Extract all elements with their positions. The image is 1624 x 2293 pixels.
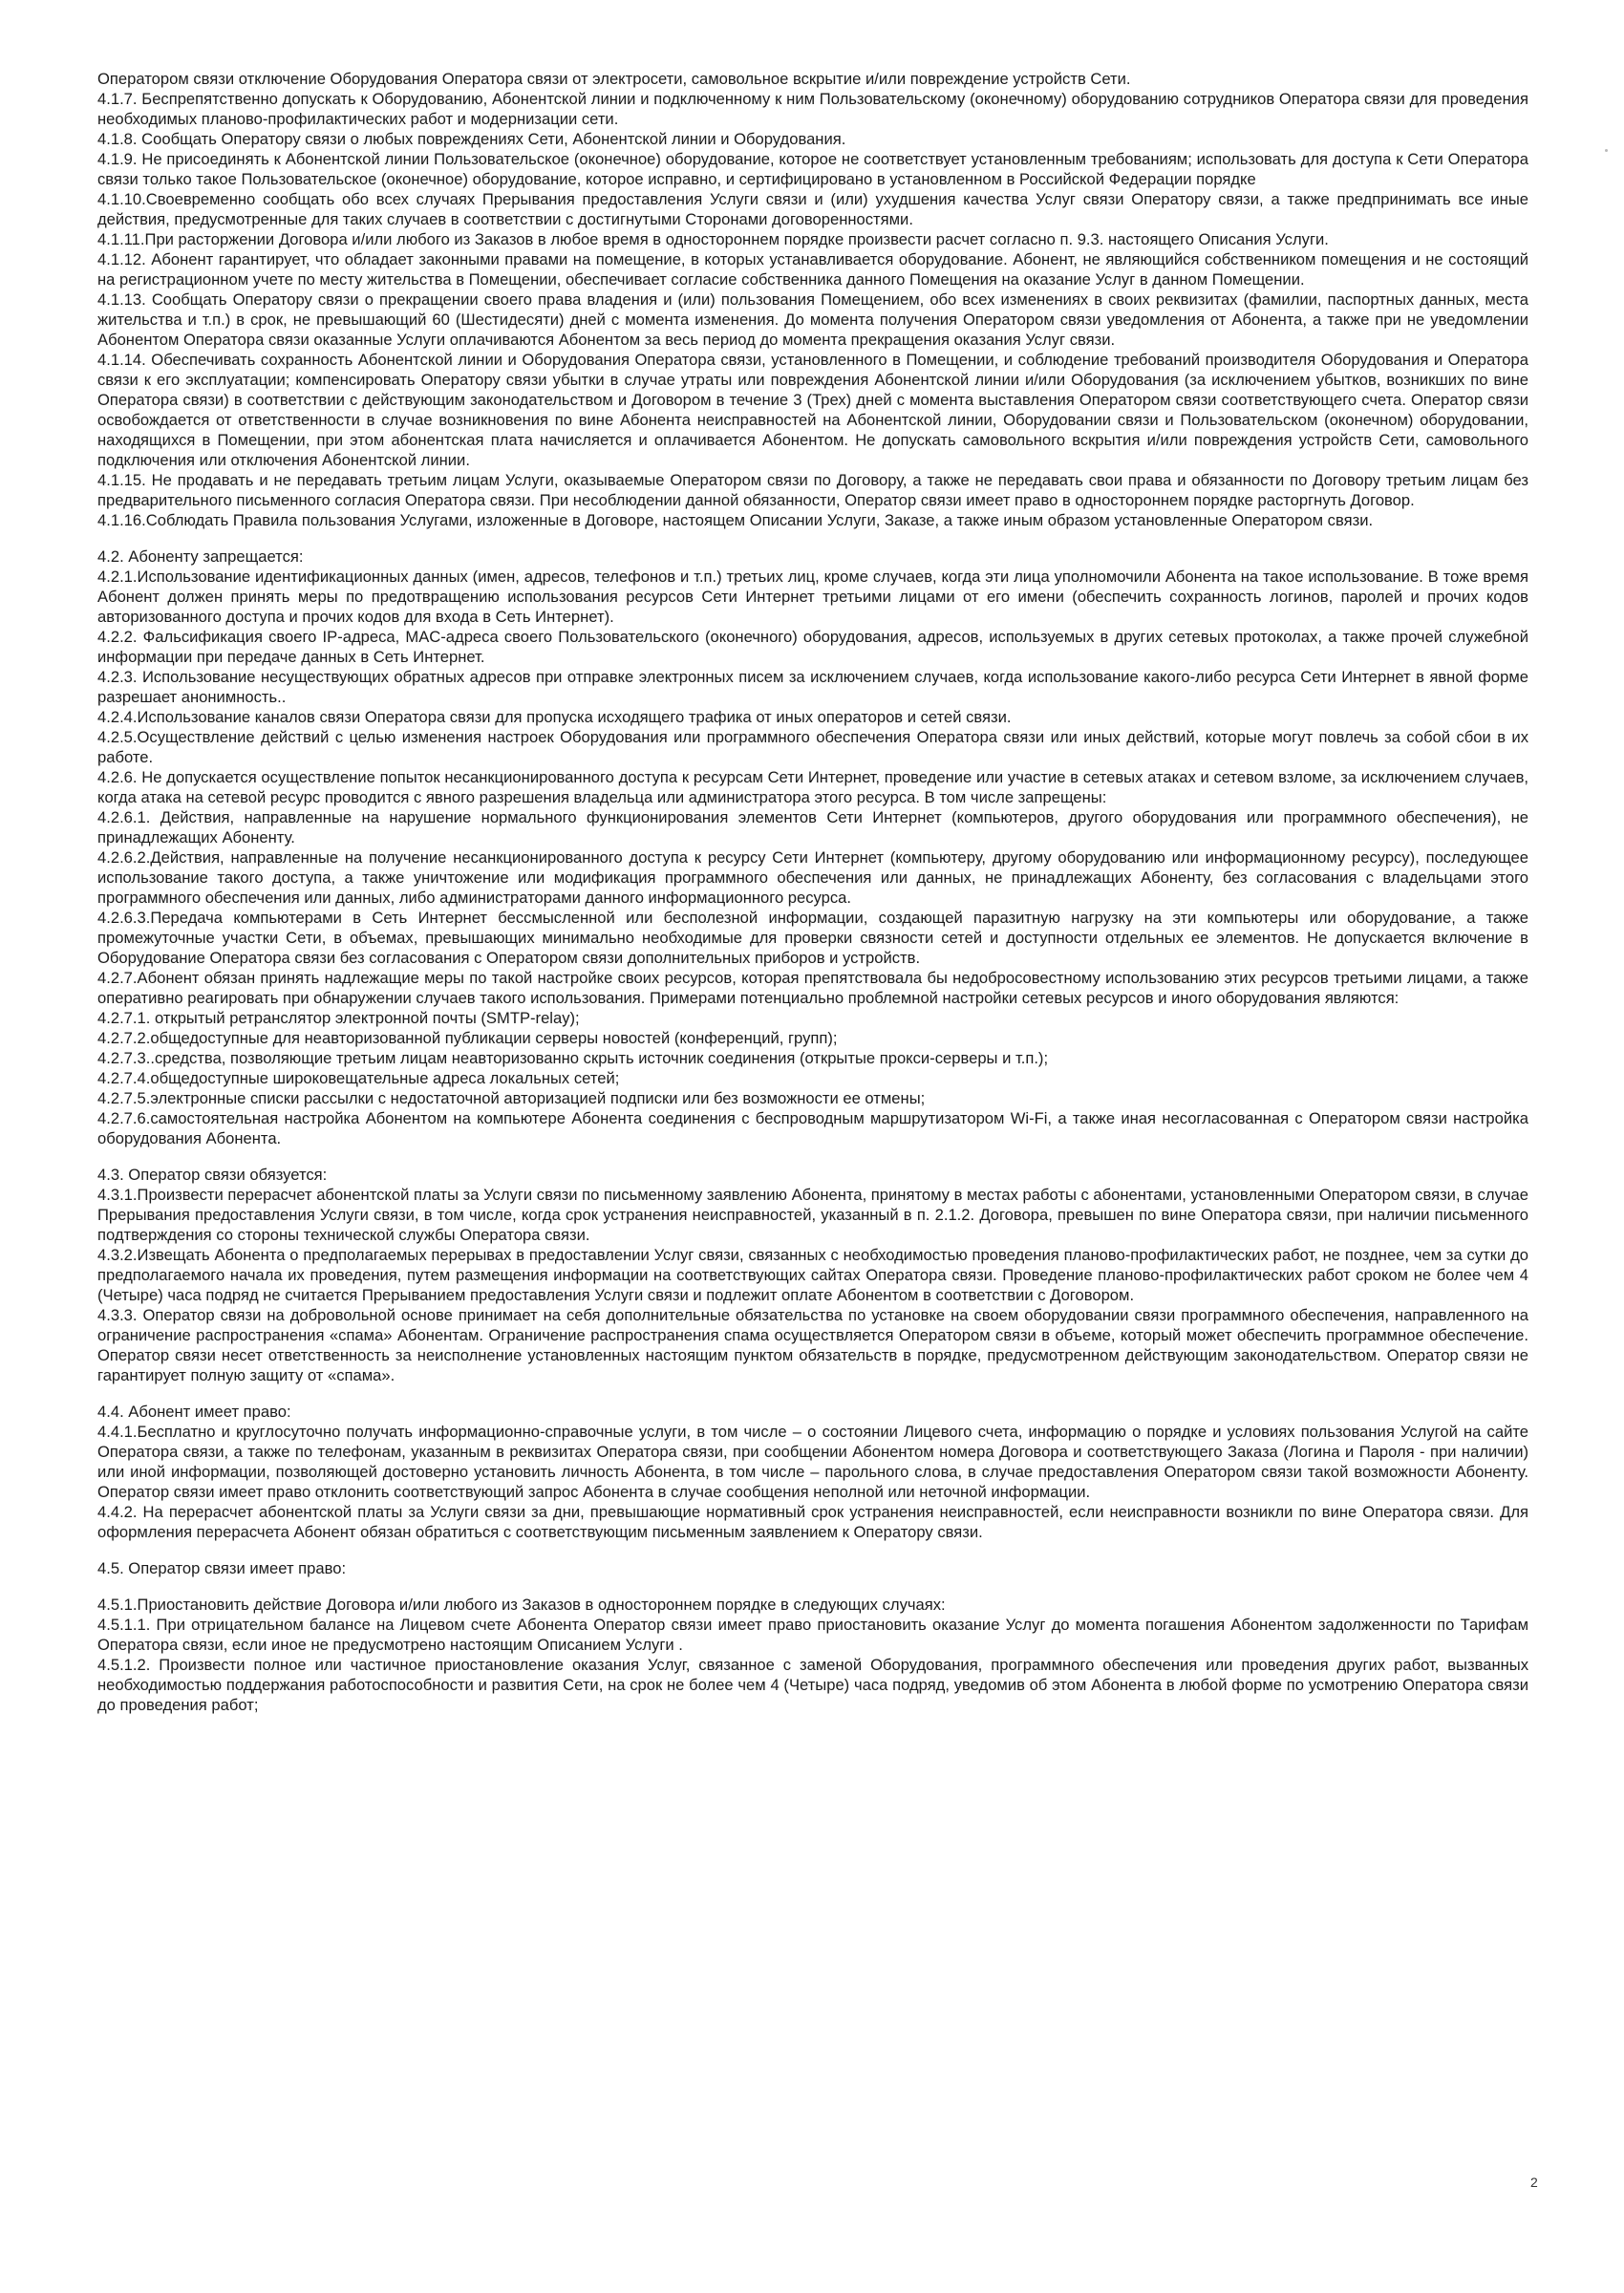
paragraph: Оператором связи отключение Оборудования Оператора связи от электросети, самовольное вскрытие и/или повреждение устройств Сети. xyxy=(97,70,1131,88)
paragraph: 4.2.7.5.электронные списки рассылки с недостаточной авторизацией подписки или без возможности ее отмены; xyxy=(97,1089,926,1107)
paragraph: 4.3. Оператор связи обязуется: xyxy=(97,1166,328,1184)
paragraph: 4.2.2. Фальсификация своего IP-адреса, MAC-адреса своего Пользовательского (оконечного) оборудования, адресов, используемых в других сетевых протоколах, а также прочей служебной информации при передаче данных в Сеть Интернет. xyxy=(97,628,1528,666)
paragraph: 4.1.11.При расторжении Договора и/или любого из Заказов в любое время в одностороннем порядке произвести расчет согласно п. 9.3. настоящего Описания Услуги. xyxy=(97,230,1329,248)
paragraph: 4.2.6.3.Передача компьютерами в Сеть Интернет бессмысленной или бесполезной информации, создающей паразитную нагрузку на эти компьютеры или оборудование, а также промежуточные участки Сети, в объемах, превышающих минимально необходимые для проверки связности сетей и доступности отдельных ее элементов. Не допускается включение в Оборудование Оператора связи без согласования с Оператором связи дополнительных приборов и устройств. xyxy=(97,909,1528,967)
paragraph: 4.2.5.Осуществление действий с целью изменения настроек Оборудования или программного обеспечения Оператора связи или иных действий, которые могут повлечь за собой сбои в их работе. xyxy=(97,728,1528,766)
paragraph: 4.1.10.Своевременно сообщать обо всех случаях Прерывания предоставления Услуги связи и (или) ухудшения качества Услуг связи Оператору связи, а также предпринимать все иные действия, предусмотренные для таких случаев в соответствии с достигнутыми Сторонами договоренностями. xyxy=(97,190,1528,228)
paragraph: 4.5.1.Приостановить действие Договора и/или любого из Заказов в одностороннем порядке в следующих случаях: xyxy=(97,1596,946,1614)
paragraph: 4.3.1.Произвести перерасчет абонентской платы за Услуги связи по письменному заявлению Абонента, принятому в местах работы с абонентами, установленными Оператором связи, в случае Прерывания предоставления Услуги связи, в том числе, когда срок устранения неисправностей, указанный в п. 2.1.2. Договора, превышен по вине Оператора связи, при наличии письменного подтверждения со стороны технической службы Оператора связи. xyxy=(97,1186,1528,1244)
scan-speck xyxy=(1605,149,1608,152)
paragraph: 4.1.14. Обеспечивать сохранность Абонентской линии и Оборудования Оператора связи, установленного в Помещении, и соблюдение требований производителя Оборудования и Оператора связи к его эксплуатации; компенсировать Оператору связи убытки в случае утраты или повреждения Абонентской линии и/или Оборудования (за исключением убытков, возникших по вине Оператора связи) в соответствии с действующим законодательством и Договором в течение 3 (Трех) дней с момента выставления Оператором связи соответствующего счета. Оператор связи освобождается от ответственности в случае возникновения по вине Абонента неисправностей на Абонентской линии, Оборудовании связи и Пользовательском (оконечном) оборудовании, находящихся в Помещении, при этом абонентская плата начисляется и оплачивается Абонентом. Не допускать самовольного вскрытия и/или повреждения устройств Сети, самовольного подключения или отключения Абонентской линии. xyxy=(97,351,1528,469)
paragraph: 4.1.9. Не присоединять к Абонентской линии Пользовательское (оконечное) оборудование, которое не соответствует установленным требованиям; использовать для доступа к Сети Оператора связи только такое Пользовательское (оконечное) оборудование, которое исправно, и сертифицировано в установленном в Российской Федерации порядке xyxy=(97,150,1528,188)
paragraph: 4.3.3. Оператор связи на добровольной основе принимает на себя дополнительные обязательства по установке на своем оборудовании связи программного обеспечения, направленного на ограничение распространения «спама» Абонентам. Ограничение распространения спама осуществляется Оператором связи в объеме, который может обеспечить программное обеспечение. Оператор связи несет ответственность за неисполнение установленных настоящим пунктом обязательств в порядке, предусмотренном действующим законодательством. Оператор связи не гарантирует полную защиту от «спама». xyxy=(97,1306,1528,1384)
paragraph: 4.5. Оператор связи имеет право: xyxy=(97,1559,347,1577)
paragraph: 4.2.7.3..средства, позволяющие третьим лицам неавторизованно скрыть источник соединения (открытые прокси-серверы и т.п.); xyxy=(97,1049,1049,1067)
paragraph: 4.1.15. Не продавать и не передавать третьим лицам Услуги, оказываемые Оператором связи по Договору, а также не передавать свои права и обязанности по Договору третьим лицам без предварительного письменного согласия Оператора связи. При несоблюдении данной обязанности, Оператор связи имеет право в одностороннем порядке расторгнуть Договор. xyxy=(97,471,1528,509)
paragraph: 4.4.1.Бесплатно и круглосуточно получать информационно-справочные услуги, в том числе – о состоянии Лицевого счета, информацию о порядке и условиях пользования Услугой на сайте Оператора связи, а также по телефонам, указанным в реквизитах Оператора связи, при сообщении Абонентом номера Договора и соответствующего Заказа (Логина и Пароля - при наличии) или иной информации, позволяющей достоверно установить личность Абонента, в том числе – парольного слова, в случае предоставления Оператором связи такой возможности Абоненту. Оператор связи имеет право отклонить соответствующий запрос Абонента в случае сообщения неполной или неточной информации. xyxy=(97,1423,1528,1501)
paragraph: 4.2.6. Не допускается осуществление попыток несанкционированного доступа к ресурсам Сети Интернет, проведение или участие в сетевых атаках и сетевом взломе, за исключением случаев, когда атака на сетевой ресурс проводится с явного разрешения владельца или администратора этого ресурса. В том числе запрещены: xyxy=(97,768,1528,806)
paragraph: 4.2.7.2.общедоступные для неавторизованной публикации серверы новостей (конференций, групп); xyxy=(97,1029,838,1047)
paragraph: 4.5.1.1. При отрицательном балансе на Лицевом счете Абонента Оператор связи имеет право приостановить оказание Услуг до момента погашения Абонентом задолженности по Тарифам Оператора связи, если иное не предусмотрено настоящим Описанием Услуги . xyxy=(97,1616,1528,1654)
paragraph: 4.1.7. Беспрепятственно допускать к Оборудованию, Абонентской линии и подключенному к ним Пользовательскому (оконечному) оборудованию сотрудников Оператора связи для проведения необходимых планово-профилактических работ и модернизации сети. xyxy=(97,90,1528,128)
paragraph: 4.4. Абонент имеет право: xyxy=(97,1403,291,1421)
paragraph: 4.2.6.1. Действия, направленные на нарушение нормального функционирования элементов Сети Интернет (компьютеров, другого оборудования или программного обеспечения), не принадлежащих Абоненту. xyxy=(97,808,1528,846)
paragraph: 4.2.3. Использование несуществующих обратных адресов при отправке электронных писем за исключением случаев, когда использование какого-либо ресурса Сети Интернет в явной форме разрешает анонимность.. xyxy=(97,668,1528,706)
paragraph: 4.1.8. Сообщать Оператору связи о любых повреждениях Сети, Абонентской линии и Оборудования. xyxy=(97,130,846,148)
paragraph: 4.2.6.2.Действия, направленные на получение несанкционированного доступа к ресурсу Сети Интернет (компьютеру, другому оборудованию или информационному ресурсу), последующее использование такого доступа, а также уничтожение или модификация программного обеспечения или данных, не принадлежащих Абоненту, без согласования с владельцами этого программного обеспечения или данных, либо администраторами данного информационного ресурса. xyxy=(97,848,1528,907)
paragraph: 4.2.4.Использование каналов связи Оператора связи для пропуска исходящего трафика от иных операторов и сетей связи. xyxy=(97,708,1012,726)
paragraph: 4.4.2. На перерасчет абонентской платы за Услуги связи за дни, превышающие нормативный срок устранения неисправностей, если неисправности возникли по вине Оператора связи. Для оформления перерасчета Абонент обязан обратиться с соответствующим письменным заявлением к Оператору связи. xyxy=(97,1503,1528,1541)
paragraph: 4.2.7.4.общедоступные широковещательные адреса локальных сетей; xyxy=(97,1069,620,1087)
paragraph: 4.2.1.Использование идентификационных данных (имен, адресов, телефонов и т.п.) третьих лиц, кроме случаев, когда эти лица уполномочили Абонента на такое использование. В тоже время Абонент должен принять меры по предотвращению использования ресурсов Сети Интернет третьими лицами от его имени (обеспечить сохранность логинов, паролей и прочих кодов авторизованного доступа и прочих кодов для входа в Сеть Интернет). xyxy=(97,568,1528,626)
paragraph: 4.1.13. Сообщать Оператору связи о прекращении своего права владения и (или) пользования Помещением, обо всех изменениях в своих реквизитах (фамилии, паспортных данных, места жительства и т.п.) в срок, не превышающий 60 (Шестидесяти) дней с момента изменения. До момента получения Оператором связи уведомления от Абонента, а также при не уведомлении Абонентом Оператора связи оказанные Услуги оплачиваются Абонентом за весь период до момента прекращения оказания Услуг связи. xyxy=(97,290,1528,349)
paragraph: 4.3.2.Извещать Абонента о предполагаемых перерывах в предоставлении Услуг связи, связанных с необходимостью проведения планово-профилактических работ, не позднее, чем за сутки до предполагаемого начала их проведения, путем размещения информации на соответствующих сайтах Оператора связи. Проведение планово-профилактических работ сроком не более чем 4 (Четыре) часа подряд не считается Прерыванием предоставления Услуги связи и подлежит оплате Абонентом в соответствии с Договором. xyxy=(97,1246,1528,1304)
paragraph: 4.1.12. Абонент гарантирует, что обладает законными правами на помещение, в которых устанавливается оборудование. Абонент, не являющийся собственником помещения и не состоящий на регистрационном учете по месту жительства в Помещении, обеспечивает согласие собственника данного Помещения на оказание Услуг в данном Помещении. xyxy=(97,250,1528,289)
paragraph: 4.2.7.6.самостоятельная настройка Абонентом на компьютере Абонента соединения с беспроводным маршрутизатором Wi-Fi, а также иная несогласованная с Оператором связи настройка оборудования Абонента. xyxy=(97,1109,1528,1147)
paragraph: 4.5.1.2. Произвести полное или частичное приостановление оказания Услуг, связанное с заменой Оборудования, программного обеспечения или проведения других работ, вызванных необходимостью поддержания работоспособности и развития Сети, на срок не более чем 4 (Четыре) часа подряд, уведомив об этом Абонента в любой форме по усмотрению Оператора связи до проведения работ; xyxy=(97,1656,1528,1714)
paragraph: 4.1.16.Соблюдать Правила пользования Услугами, изложенные в Договоре, настоящем Описании Услуги, Заказе, а также иным образом установленные Оператором связи. xyxy=(97,511,1374,529)
paragraph: 4.2. Абоненту запрещается: xyxy=(97,547,304,566)
page-number: 2 xyxy=(1530,2175,1538,2190)
document-body xyxy=(97,69,1528,1715)
paragraph: 4.2.7.Абонент обязан принять надлежащие меры по такой настройке своих ресурсов, которая препятствовала бы недобросовестному использованию этих ресурсов третьими лицами, а также оперативно реагировать при обнаружении случаев такого использования. Примерами потенциально проблемной настройки сетевых ресурсов и иного оборудования являются: xyxy=(97,969,1528,1007)
paragraph: 4.2.7.1. открытый ретранслятор электронной почты (SMTP-relay); xyxy=(97,1009,580,1027)
